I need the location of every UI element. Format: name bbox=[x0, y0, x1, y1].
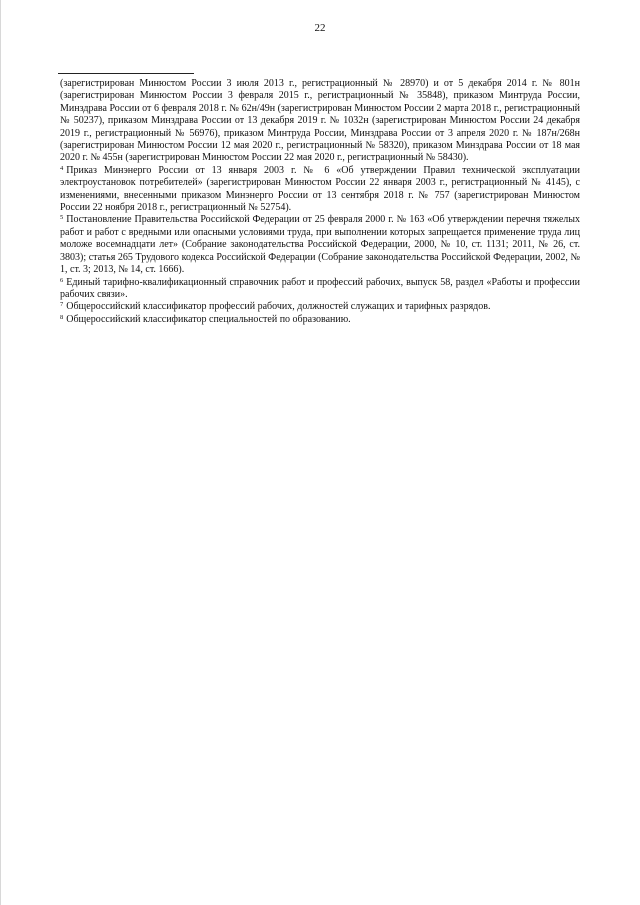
footnote-marker: 4 bbox=[60, 164, 64, 172]
footnote-text: Общероссийский классификатор специальностей по образованию. bbox=[66, 313, 351, 325]
scan-edge bbox=[0, 0, 1, 905]
footnote-8 bbox=[60, 314, 580, 326]
footnote-marker: 7 bbox=[60, 301, 64, 309]
footnote-marker: 6 bbox=[60, 276, 64, 284]
footnote-text: Постановление Правительства Российской Федерации от 25 февраля 2000 г. № 163 «Об утверждении перечня тяжелых работ и работ с вредными или опасными условиями труда, при выполнении которых запрещается применение труда лиц моложе восемнадцати лет» (Собрание законодательства Российской Федерации, 2000, № 10, ст. 1131; 2011, № 26, ст. 3803); статья 265 Трудового кодекса Российской Федерации (Собрание законодательства Российской Федерации, 2002, № 1, ст. 3; 2013, № 14, ст. 1666). bbox=[60, 214, 580, 276]
footnote-5 bbox=[60, 214, 580, 276]
footnote-separator bbox=[58, 73, 194, 74]
footnote-marker: 5 bbox=[60, 214, 64, 222]
footnote-4 bbox=[60, 165, 580, 215]
footnote-marker: 8 bbox=[60, 313, 64, 321]
page-number: 22 bbox=[314, 22, 326, 34]
footnote-continued bbox=[60, 78, 580, 165]
footnote-6 bbox=[60, 277, 580, 302]
footnotes-block bbox=[60, 78, 580, 326]
footnote-text: Единый тарифно-квалификационный справочник работ и профессий рабочих, выпуск 58, раздел «Работы и профессии рабочих связи». bbox=[60, 276, 580, 300]
footnote-text: Приказ Минэнерго России от 13 января 2003 г. № 6 «Об утверждении Правил технической эксплуатации электроустановок потребителей» (зарегистрирован Минюстом России 22 января 2003 г., регистрационный № 4145), с изменениями, внесенными приказом Минэнерго России от 13 сентября 2018 г. № 757 (зарегистрирован Минюстом России 22 ноября 2018 г., регистрационный № 52754). bbox=[60, 164, 580, 214]
footnote-text: Общероссийский классификатор профессий рабочих, должностей служащих и тарифных разрядов. bbox=[66, 301, 491, 313]
footnote-text: (зарегистрирован Минюстом России 3 июля 2013 г., регистрационный № 28970) и от 5 декабря 2014 г. № 801н (зарегистрирован Минюстом России 3 февраля 2015 г., регистрационный № 35848), приказом Минтруда России, Минздрава России от 6 февраля 2018 г. № 62н/49н (зарегистрирован Минюстом России 2 марта 2018 г., регистрационный № 50237), приказом Минздрава России от 13 декабря 2019 г. № 1032н (зарегистрирован Минюстом России 24 декабря 2019 г., регистрационный № 56976), приказом Минтруда России, Минздрава России от 3 апреля 2020 г. № 187н/268н (зарегистрирован Минюстом России 12 мая 2020 г., регистрационный № 58320), приказом Минздрава России от 18 мая 2020 г. № 455н (зарегистрирован Минюстом России 22 мая 2020 г., регистрационный № 58430). bbox=[60, 78, 580, 164]
footnote-7 bbox=[60, 301, 580, 313]
